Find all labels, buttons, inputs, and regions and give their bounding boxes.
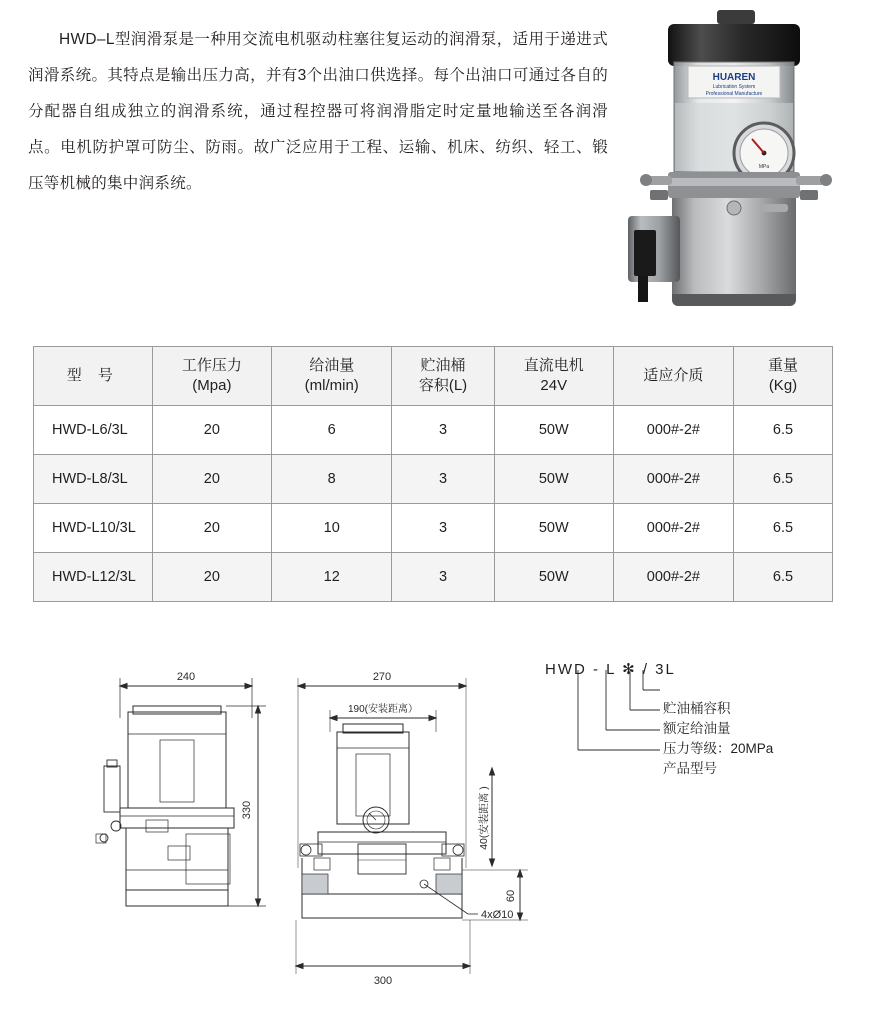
cell-flow: 8: [272, 455, 392, 504]
cell-tank: 3: [392, 455, 494, 504]
cell-tank: 3: [392, 504, 494, 553]
cell-weight: 6.5: [733, 553, 832, 602]
cell-medium: 000#-2#: [613, 504, 733, 553]
cell-model: HWD-L12/3L: [34, 553, 153, 602]
legend-item-pressure: 压力等级：20MPa: [663, 741, 774, 756]
col-header-weight: 重量 (Kg): [733, 347, 832, 406]
legend-item-tank: 贮油桶容积: [663, 701, 731, 716]
table-header-row: [34, 347, 833, 406]
cell-pressure: 20: [152, 504, 272, 553]
specification-table: [33, 346, 833, 602]
table-row: [34, 406, 833, 455]
cell-weight: 6.5: [733, 455, 832, 504]
dim-side-height: 330: [241, 800, 253, 820]
dim-mount-40: 40(安装距离 ): [478, 786, 490, 850]
dim-base-width: 300: [373, 975, 393, 987]
product-photo: [612, 8, 852, 313]
cell-medium: 000#-2#: [613, 406, 733, 455]
cell-motor: 50W: [494, 455, 613, 504]
legend-item-flow: 额定给油量: [663, 721, 731, 736]
cell-flow: 10: [272, 504, 392, 553]
cell-weight: 6.5: [733, 406, 832, 455]
intro-paragraph: HWD–L型润滑泵是一种用交流电机驱动柱塞往复运动的润滑泵，适用于递进式润滑系统。其特点是输出压力高，并有3个出油口供选择。每个出油口可通过各自的分配器自组成独立的润滑系统，通过程控器可将润滑脂定时定量地输送至各润滑点。电机防护罩可防尘、防雨。故广泛应用于工程、运输、机床、纺织、轻工、锻压等机械的集中润系统。: [28, 31, 608, 192]
col-header-motor: 直流电机 24V: [494, 347, 613, 406]
side-view-drawing: [96, 671, 266, 906]
cell-medium: 000#-2#: [613, 455, 733, 504]
table-row: [34, 455, 833, 504]
dim-hole-note: 4xØ10: [481, 909, 514, 921]
cell-medium: 000#-2#: [613, 553, 733, 602]
col-header-tank: 贮油桶 容积(L): [392, 347, 494, 406]
photo-gauge-label: MPa: [758, 164, 770, 170]
dim-side-width: 240: [176, 671, 196, 683]
cell-motor: 50W: [494, 504, 613, 553]
cell-pressure: 20: [152, 553, 272, 602]
svg-text:Lubrication System: Lubrication System: [712, 84, 756, 90]
cell-model: HWD-L10/3L: [34, 504, 153, 553]
cell-model: HWD-L6/3L: [34, 406, 153, 455]
dim-front-width: 270: [372, 671, 392, 683]
col-header-model: 型 号: [34, 347, 153, 406]
cell-pressure: 20: [152, 455, 272, 504]
photo-brand: HUAREN: [712, 72, 756, 83]
cell-motor: 50W: [494, 406, 613, 455]
cell-motor: 50W: [494, 553, 613, 602]
legend-item-model: 产品型号: [663, 761, 717, 776]
dim-mount-190: 190(安装距离）: [347, 704, 419, 715]
model-code: HWD - L ✻ / 3L: [545, 661, 676, 678]
col-header-medium: 适应介质: [613, 347, 733, 406]
cell-pressure: 20: [152, 406, 272, 455]
svg-text:Professional Manufacture: Professional Manufacture: [705, 91, 763, 97]
table-row: [34, 504, 833, 553]
technical-drawings: [0, 648, 883, 1010]
front-view-drawing: [296, 671, 528, 987]
col-header-flow: 给油量 (ml/min): [272, 347, 392, 406]
cell-flow: 6: [272, 406, 392, 455]
col-header-pressure: 工作压力 (Mpa): [152, 347, 272, 406]
cell-tank: 3: [392, 406, 494, 455]
cell-weight: 6.5: [733, 504, 832, 553]
table-row: [34, 553, 833, 602]
model-code-legend: [545, 660, 865, 776]
cell-tank: 3: [392, 553, 494, 602]
cell-model: HWD-L8/3L: [34, 455, 153, 504]
dim-height-60: 60: [505, 889, 517, 903]
cell-flow: 12: [272, 553, 392, 602]
